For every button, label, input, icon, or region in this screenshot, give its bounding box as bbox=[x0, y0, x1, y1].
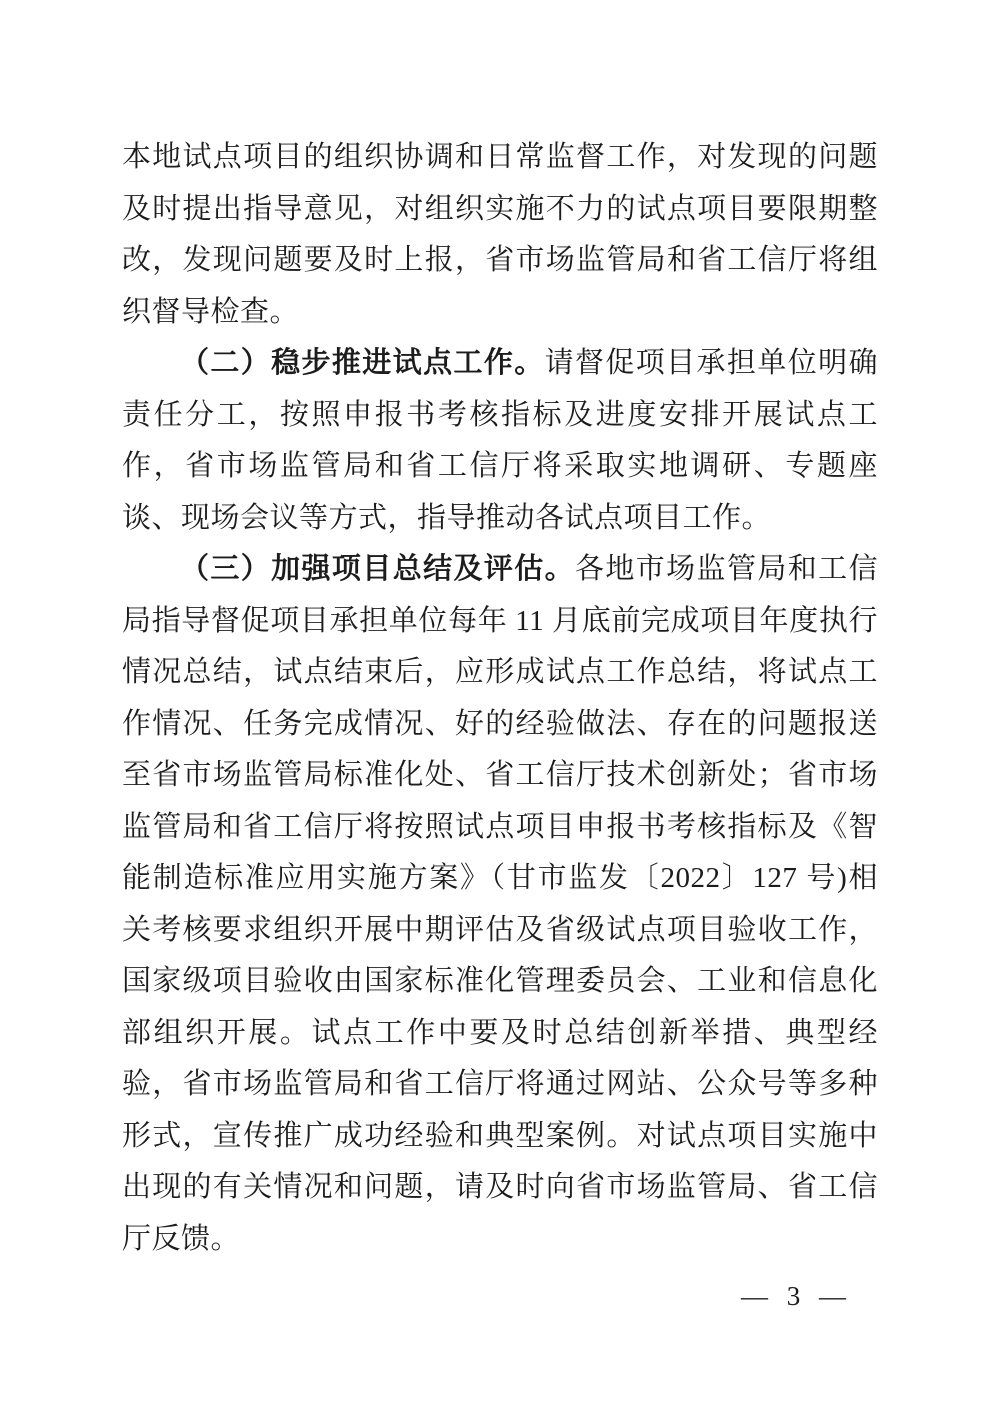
section-two-body: 请督促项目承担单位明确责任分工，按照申报书考核指标及进度安排开展试点工作，省市场监管局和省工信厅将采取实地调研、专题座谈、现场会议等方式，指导推动各试点项目工作。 bbox=[122, 347, 878, 534]
section-two-heading: （二）稳步推进试点工作。 bbox=[180, 347, 545, 379]
paragraph-continuation-text: 本地试点项目的组织协调和日常监督工作，对发现的问题及时提出指导意见，对组织实施不力的试点项目要限期整改，发现问题要及时上报，省市场监管局和省工信厅将组织督导检查。 bbox=[122, 141, 878, 328]
section-three-heading: （三）加强项目总结及评估。 bbox=[180, 553, 576, 585]
document-body bbox=[122, 132, 878, 1265]
section-three-body: 各地市场监管局和工信局指导督促项目承担单位每年 11 月底前完成项目年度执行情况总结，试点结束后，应形成试点工作总结，将试点工作情况、任务完成情况、好的经验做法、存在的问题报送至省市场监管局标准化处、省工信厅技术创新处；省市场监管局和省工信厅将按照试点项目申报书考核指标及《智能制造标准应用实施方案》（甘市监发〔2022〕127 号)相关考核要求组织开展中期评估及省级试点项目验收工作，国家级项目验收由国家标准化管理委员会、工业和信息化部组织开展。试点工作中要及时总结创新举措、典型经验，省市场监管局和省工信厅将通过网站、公众号等多种形式，宣传推广成功经验和典型案例。对试点项目实施中出现的有关情况和问题，请及时向省市场监管局、省工信厅反馈。 bbox=[122, 553, 878, 1255]
paragraph-section-two bbox=[122, 338, 878, 544]
page-number: — 3 — bbox=[741, 1281, 852, 1311]
paragraph-section-three bbox=[122, 544, 878, 1265]
paragraph-continuation bbox=[122, 132, 878, 338]
